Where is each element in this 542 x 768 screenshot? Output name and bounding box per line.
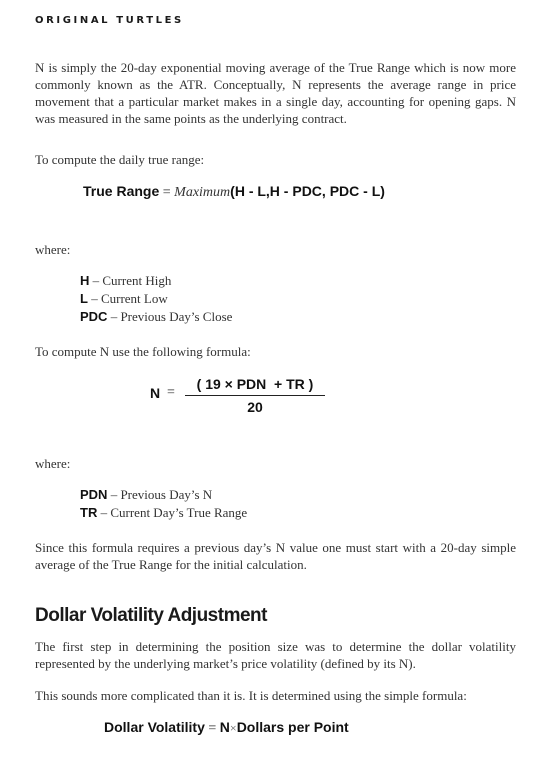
true-range-formula — [83, 183, 385, 201]
definition-list — [80, 486, 247, 522]
definition-term: TR — [80, 505, 98, 520]
intro-paragraph: N is simply the 20-day exponential moving average of the True Range which is now more commonly known as the ATR. Conceptually, N represents the average range in price movement that a particular market makes in a single day, accounting for opening gaps. N was measured in the same points as the underlying contract. — [35, 60, 516, 126]
dollar-volatility-paragraph: The first step in determining the position size was to determine the dollar volatility represented by the underlying market’s price volatility (defined by its N). — [35, 639, 516, 671]
definition-desc: – Previous Day’s N — [107, 487, 213, 502]
definition-item — [80, 504, 247, 522]
dollar-volatility-paragraph-2: This sounds more complicated than it is. It is determined using the simple formula: — [35, 688, 467, 703]
dollar-volatility-formula — [104, 719, 349, 737]
where-label: where: — [35, 242, 71, 257]
definition-term: PDC — [80, 309, 108, 324]
definition-item — [80, 290, 232, 308]
dv-formula-lhs: Dollar Volatility — [104, 719, 205, 735]
dv-formula-equals: = — [208, 721, 217, 736]
true-range-intro: To compute the daily true range: — [35, 152, 205, 167]
fraction-bar — [185, 395, 325, 396]
formula-function: Maximum — [174, 185, 231, 200]
n-formula-equals: = — [167, 385, 175, 400]
definition-desc: – Previous Day’s Close — [107, 309, 233, 324]
definition-item — [80, 308, 232, 326]
formula-equals: = — [162, 185, 171, 200]
definition-desc: – Current High — [89, 273, 172, 288]
dv-formula-times: × — [229, 721, 237, 735]
definition-desc: – Current Low — [87, 291, 168, 306]
initial-calc-paragraph: Since this formula requires a previous day’s N value one must start with a 20-day simple average of the True Range for the initial calculation. — [35, 540, 516, 572]
n-formula-numerator: ( 19 × PDN + TR ) — [196, 376, 314, 392]
n-formula-lhs: N — [150, 385, 161, 401]
where-label: where: — [35, 456, 71, 471]
definition-term: L — [80, 291, 88, 306]
definition-item — [80, 486, 247, 504]
n-formula-intro: To compute N use the following formula: — [35, 344, 251, 359]
definition-list — [80, 272, 232, 326]
n-formula-denominator: 20 — [247, 399, 263, 415]
definition-term: PDN — [80, 487, 108, 502]
definition-term: H — [80, 273, 90, 288]
formula-args: (H - L,H - PDC, PDC - L) — [230, 183, 385, 199]
section-heading: Dollar Volatility Adjustment — [35, 605, 267, 626]
running-header: ORIGINAL TURTLES — [35, 15, 184, 26]
dv-formula-rhs: Dollars per Point — [236, 719, 349, 735]
definition-desc: – Current Day’s True Range — [97, 505, 248, 520]
definition-item — [80, 272, 232, 290]
dv-formula-n: N — [219, 719, 230, 735]
formula-lhs: True Range — [83, 183, 160, 199]
